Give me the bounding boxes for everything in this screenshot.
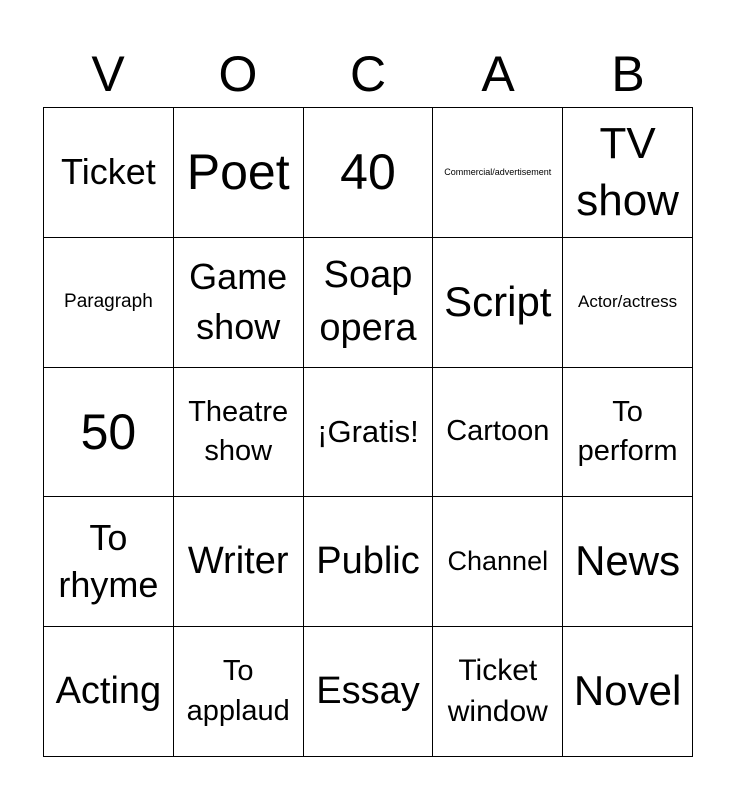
header-letter-o: O [218,46,258,102]
cell-text: Essay [316,669,420,712]
cell-text: TV show [576,119,679,226]
bingo-cell [174,368,304,498]
bingo-cell [174,238,304,368]
cell-text: Ticket [61,151,156,192]
bingo-grid [43,107,693,757]
cell-text: Commercial/advertisement [444,167,552,178]
header-letter-v: V [91,46,125,102]
cell-text: Ticket window [447,654,548,728]
cell-text: Acting [55,669,162,712]
bingo-cell [44,497,174,627]
bingo-cell [44,627,174,757]
bingo-cell [44,238,174,368]
cell-text: Script [444,277,552,325]
cell-text: Channel [447,546,549,577]
bingo-cell [563,368,693,498]
cell-text: Novel [573,667,682,715]
cell-text: Cartoon [446,415,550,448]
bingo-cell [563,497,693,627]
bingo-cell [304,368,434,498]
cell-text: ¡Gratis! [317,414,419,450]
cell-text: Poet [186,144,290,201]
cell-text: Theatre show [188,395,289,467]
header-letter-b: B [611,46,645,102]
bingo-cell [433,108,563,238]
bingo-cell [304,238,434,368]
bingo-cell [563,238,693,368]
bingo-cell [304,497,434,627]
cell-text: To perform [577,395,678,467]
bingo-cell [304,627,434,757]
cell-text: News [575,537,681,585]
bingo-cell [563,627,693,757]
cell-text: Actor/actress [577,292,678,312]
bingo-cell [174,627,304,757]
bingo-cell [44,108,174,238]
bingo-cell [433,238,563,368]
cell-text: To rhyme [58,516,159,605]
bingo-cell [174,497,304,627]
bingo-header [43,40,693,108]
cell-text: 50 [80,403,137,460]
header-letter-c: C [349,46,387,102]
cell-text: Game show [189,255,288,348]
cell-text: Paragraph [64,291,153,313]
cell-text: Soap opera [319,254,417,350]
cell-text: Writer [187,540,289,583]
bingo-cell [304,108,434,238]
cell-text: 40 [340,144,396,201]
header-letter-a: A [481,46,515,102]
bingo-cell [563,108,693,238]
bingo-cell [433,627,563,757]
bingo-cell [433,497,563,627]
bingo-cell [433,368,563,498]
cell-text: To applaud [186,655,290,727]
bingo-cell [174,108,304,238]
bingo-cell [44,368,174,498]
cell-text: Public [316,540,420,583]
